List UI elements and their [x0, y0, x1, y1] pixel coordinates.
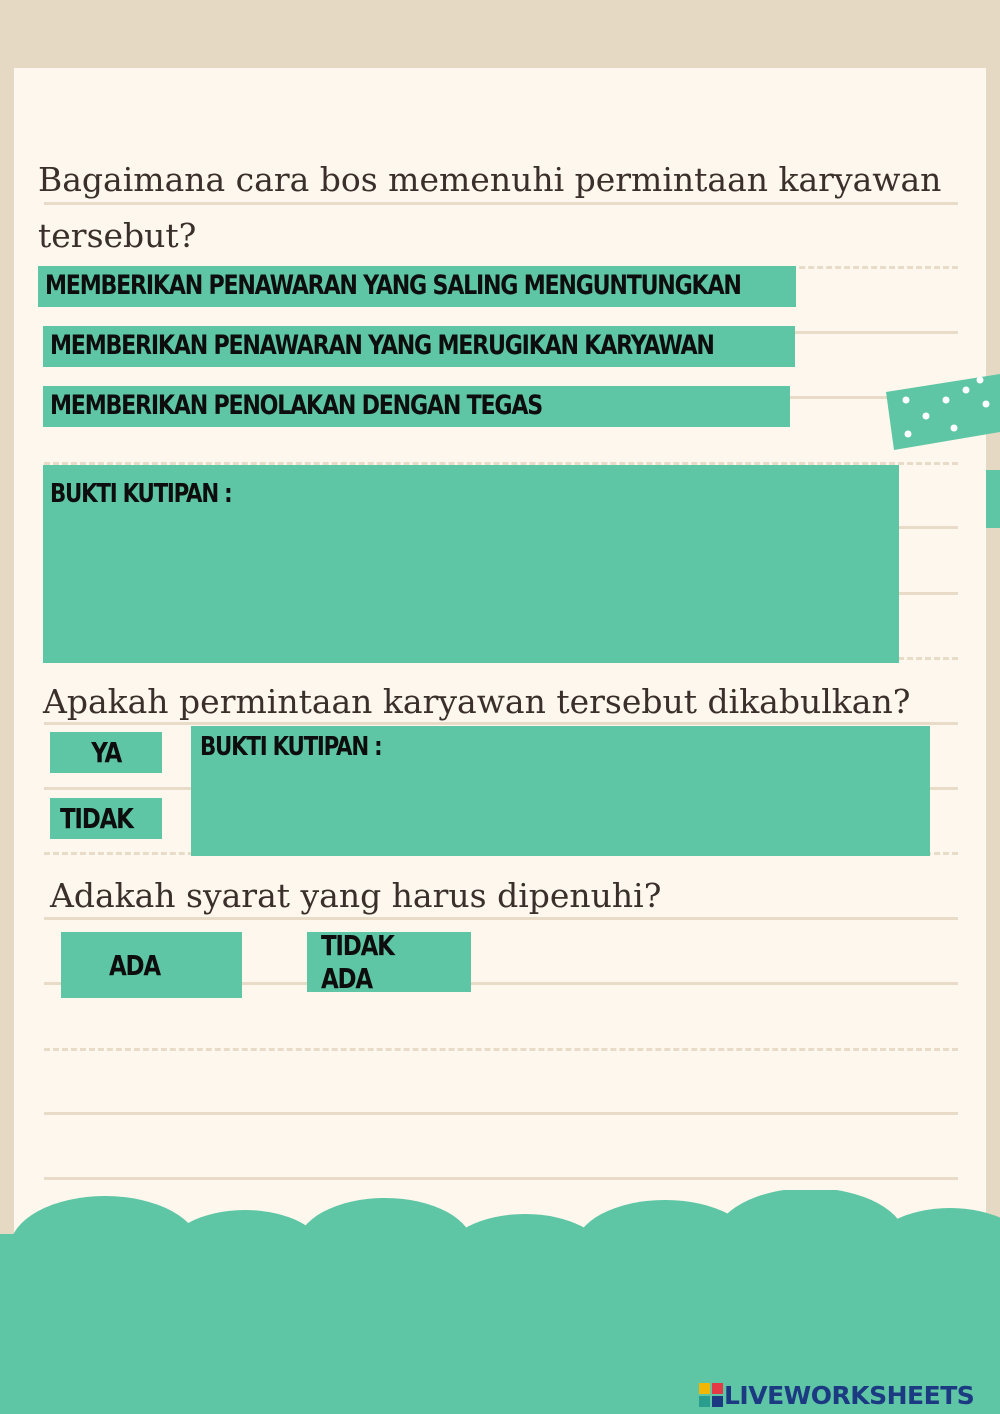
- footer-logo: [698, 1380, 974, 1410]
- q1-option-3[interactable]: MEMBERIKAN PENOLAKAN DENGAN TEGAS: [43, 386, 790, 427]
- q3-no-button[interactable]: TIDAK ADA: [307, 932, 471, 992]
- q1-option-1[interactable]: MEMBERIKAN PENAWARAN YANG SALING MENGUNTUNGKAN: [38, 266, 796, 307]
- question-1-line-1: Bagaimana cara bos memenuhi permintaan karyawan: [38, 160, 942, 199]
- liveworksheets-logo-icon: [698, 1382, 724, 1408]
- q2-yes-button[interactable]: YA: [50, 732, 162, 773]
- q3-yes-button[interactable]: ADA: [61, 932, 242, 998]
- question-3: Adakah syarat yang harus dipenuhi?: [50, 876, 662, 915]
- q2-no-button[interactable]: TIDAK: [50, 798, 162, 839]
- side-tab-decoration: [986, 470, 1000, 528]
- washi-tape-icon: [884, 370, 1000, 460]
- evidence-label-1: BUKTI KUTIPAN :: [50, 479, 232, 509]
- evidence-box-2[interactable]: [191, 726, 930, 856]
- evidence-box-1[interactable]: [43, 465, 899, 663]
- question-1-line-2: tersebut?: [38, 216, 197, 255]
- footer-brand-text: LIVEWORKSHEETS: [724, 1380, 975, 1410]
- q1-option-2[interactable]: MEMBERIKAN PENAWARAN YANG MERUGIKAN KARYAWAN: [43, 326, 795, 367]
- question-2: Apakah permintaan karyawan tersebut dikabulkan?: [43, 682, 911, 721]
- evidence-label-2: BUKTI KUTIPAN :: [200, 732, 382, 762]
